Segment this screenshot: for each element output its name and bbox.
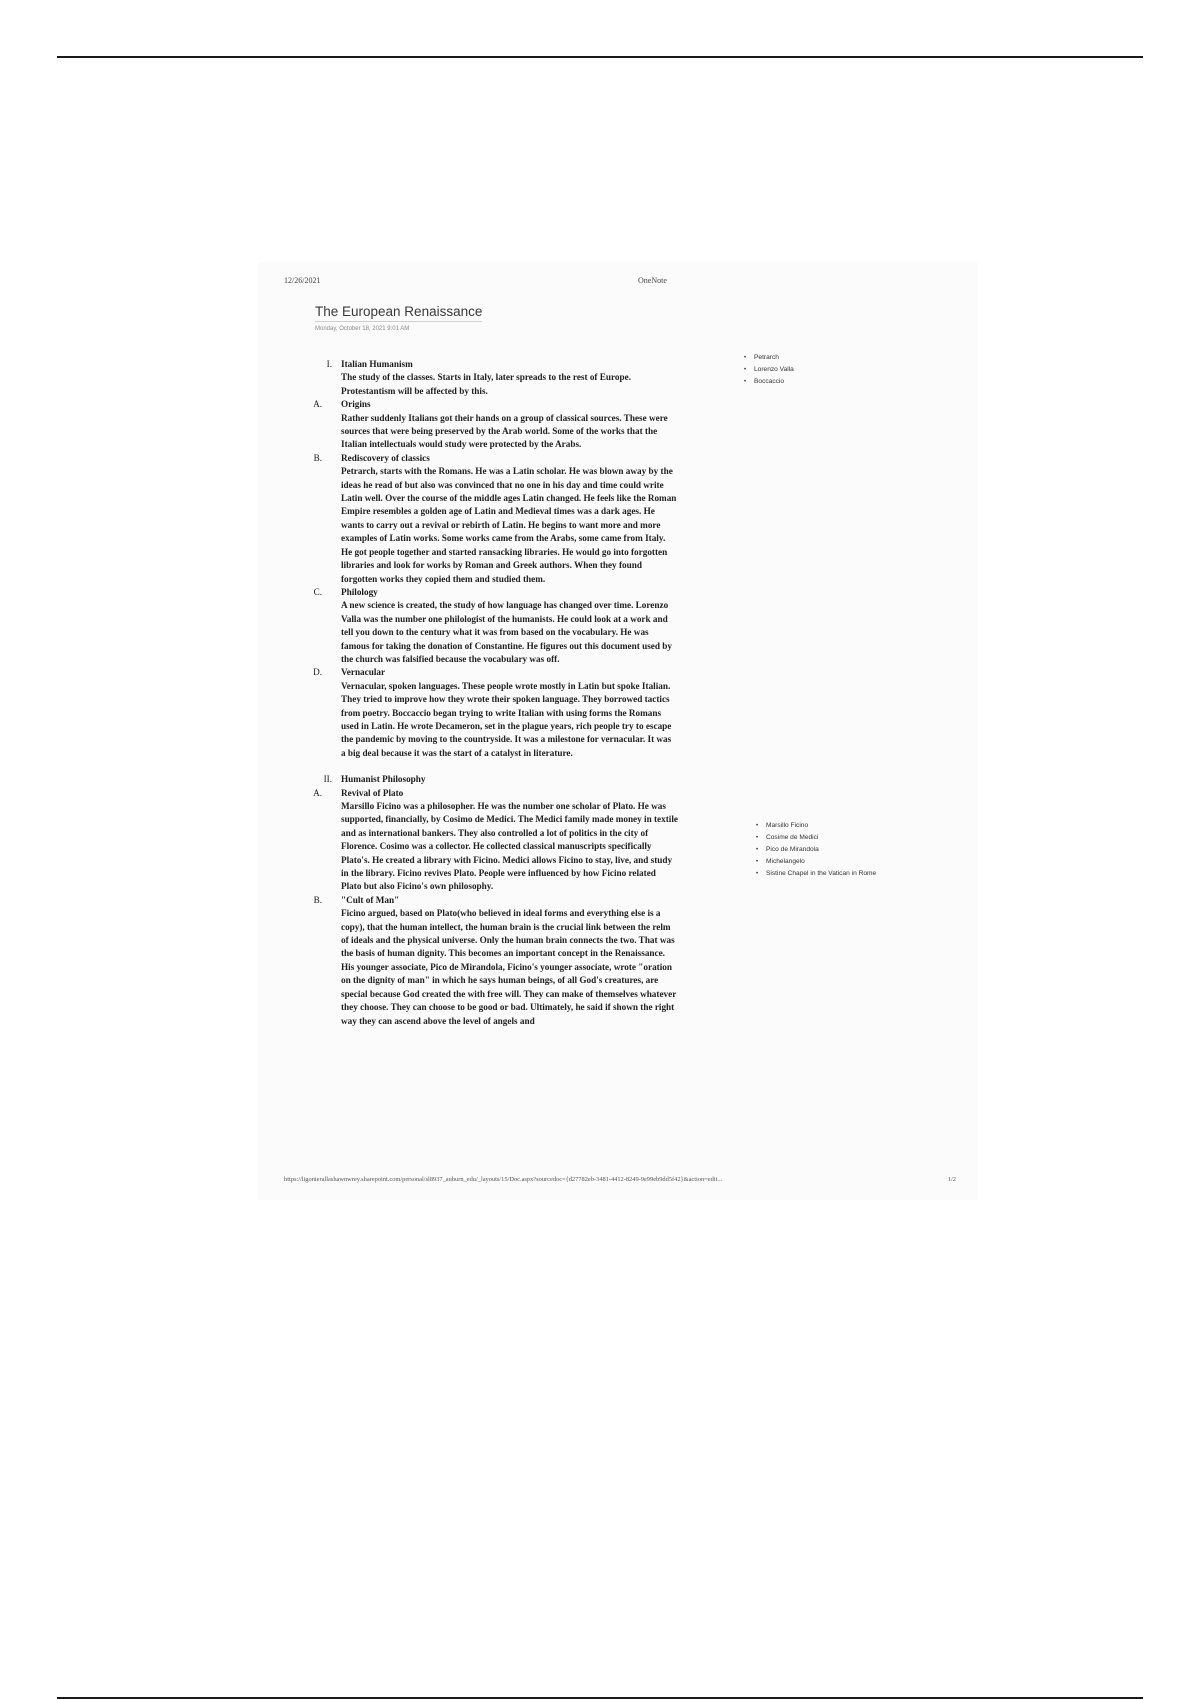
- roman-numeral: II.: [323, 774, 332, 785]
- heading-text: Philology: [341, 586, 378, 597]
- side-note-item: • Michelangelo: [756, 856, 876, 868]
- subsection-heading: [288, 666, 678, 679]
- heading-text: Humanist Philosophy: [341, 774, 426, 785]
- heading-text: "Cult of Man": [341, 894, 400, 905]
- subsection-text: Ficino argued, based on Plato(who believed in ideal forms and everything else is a copy), that the human intellect, the human brain is the crucial link between the relm of ideals and the physical universe. Only the human brain connects the two. That was the basis of human dignity. This becomes an important concept in the Renaissance. His younger associate, Pico de Mirandola, Ficino's younger associate, wrote "oration on the dignity of man" in which he says human beings, of all God's creatures, are special because God created the with free will. They can make of themselves whatever they choose. They can choose to be good or bad. Ultimately, he said if shown the right way they can ascend above the level of angels and: [341, 908, 677, 1026]
- section-humanist-philosophy: [288, 773, 678, 1028]
- print-app-name: OneNote: [638, 276, 667, 285]
- letter-marker: C.: [313, 586, 322, 597]
- roman-numeral: I.: [326, 359, 332, 369]
- side-note-item: • Petrarch: [744, 352, 794, 364]
- print-url: https://ligonierallashawnwrey.sharepoint.com/personal/sl8937_auburn_edu/_layouts/15/Doc.aspx?sourcedoc={d27782eb-3481-4412-8249-9e99eb9dd5f42}&action=edit...: [284, 1176, 723, 1183]
- side-note-item: • Cosime de Medici: [756, 832, 876, 844]
- side-notes-list: [744, 352, 794, 388]
- subsection-heading: [288, 894, 678, 907]
- subsection-heading: [288, 787, 678, 800]
- side-notes-list: [756, 820, 876, 880]
- section-gap: [288, 760, 678, 773]
- top-rule: [57, 56, 1143, 58]
- heading-text: Origins: [341, 399, 371, 410]
- side-note-item: • Boccaccio: [744, 376, 794, 388]
- subsection-heading: [288, 452, 678, 465]
- outline: [288, 358, 678, 1028]
- section-italian-humanism: [288, 358, 678, 760]
- page-number: 1/2: [947, 1176, 956, 1183]
- letter-marker: A.: [313, 787, 322, 798]
- side-note-item: • Sistine Chapel in the Vatican in Rome: [756, 868, 876, 880]
- heading-text: Rediscovery of classics: [341, 452, 430, 463]
- document-page: [258, 262, 978, 1200]
- section-text: The study of the classes. Starts in Italy, later spreads to the rest of Europe. Protestantism will be affected by this.: [341, 372, 632, 396]
- subsection-heading: [288, 398, 678, 411]
- letter-marker: B.: [313, 452, 322, 463]
- letter-marker: A.: [313, 399, 322, 410]
- letter-marker: B.: [313, 894, 322, 905]
- subsection-text: A new science is created, the study of how language has changed over time. Lorenzo Valla was the number one philologist of the humanists. He could look at a work and tell you down to the century what it was from based on the vocabulary. He was famous for taking the donation of Constantine. He figures out this document used by the church was falsified because the vocabulary was off.: [341, 600, 672, 664]
- bottom-rule: [57, 1697, 1143, 1699]
- subsection-text: Marsillo Ficino was a philosopher. He was the number one scholar of Plato. He was supported, financially, by Cosimo de Medici. The Medici family made money in textile and as international bankers. They also controlled a lot of politics in the city of Florence. Cosimo was a collector. He collected classical manuscripts specifically Plato's. He created a library with Ficino. Medici allows Ficino to stay, live, and study in the library. Ficino revives Plato. People were influenced by how Ficino related Plato but also Ficino's own philosophy.: [341, 801, 678, 892]
- subsection-text: Petrarch, starts with the Romans. He was a Latin scholar. He was blown away by the ideas he read of but also was convinced that no one in his day and time could write Latin well. Over the course of the middle ages Latin changed. He feels like the Roman Empire resembles a golden age of Latin and Medieval times was a dark ages. He wants to carry out a revival or rebirth of Latin. He begins to want more and more examples of Latin works. Some works came from the Arabs, some came from Italy. He got people together and started ransacking libraries. He would go into forgotten libraries and look for works by Roman and Greek authors. When they found forgotten works they copied them and studied them.: [341, 466, 677, 584]
- subsection-heading: [288, 586, 678, 599]
- heading-text: Italian Humanism: [341, 359, 413, 369]
- section-heading: [288, 358, 678, 371]
- side-note-item: • Lorenzo Valla: [744, 364, 794, 376]
- note-timestamp: Monday, October 18, 2021 9:01 AM: [315, 326, 410, 332]
- note-title: The European Renaissance: [315, 304, 482, 322]
- print-footer: [284, 1176, 956, 1185]
- subsection-text: Rather suddenly Italians got their hands on a group of classical sources. These were sources that were being preserved by the Arab world. Some of the works that the Italian intellectuals would study were protected by the Arabs.: [341, 412, 668, 450]
- print-date: 12/26/2021: [284, 276, 321, 285]
- side-note-item: • Pico de Mirandola: [756, 844, 876, 856]
- heading-text: Revival of Plato: [341, 787, 404, 798]
- section-heading: [288, 773, 678, 786]
- heading-text: Vernacular: [341, 667, 386, 678]
- subsection-text: Vernacular, spoken languages. These people wrote mostly in Latin but spoke Italian. They tried to improve how they wrote their spoken language. They borrowed tactics from poetry. Boccaccio began trying to write Italian with using forms the Romans used in Latin. He wrote Decameron, set in the plague years, rich people try to escape the pandemic by moving to the countryside. It was a milestone for vernacular. It was a big deal because it was the start of a catalyst in literature.: [341, 680, 672, 758]
- side-note-item: • Marsillo Ficino: [756, 820, 876, 832]
- letter-marker: D.: [313, 667, 322, 678]
